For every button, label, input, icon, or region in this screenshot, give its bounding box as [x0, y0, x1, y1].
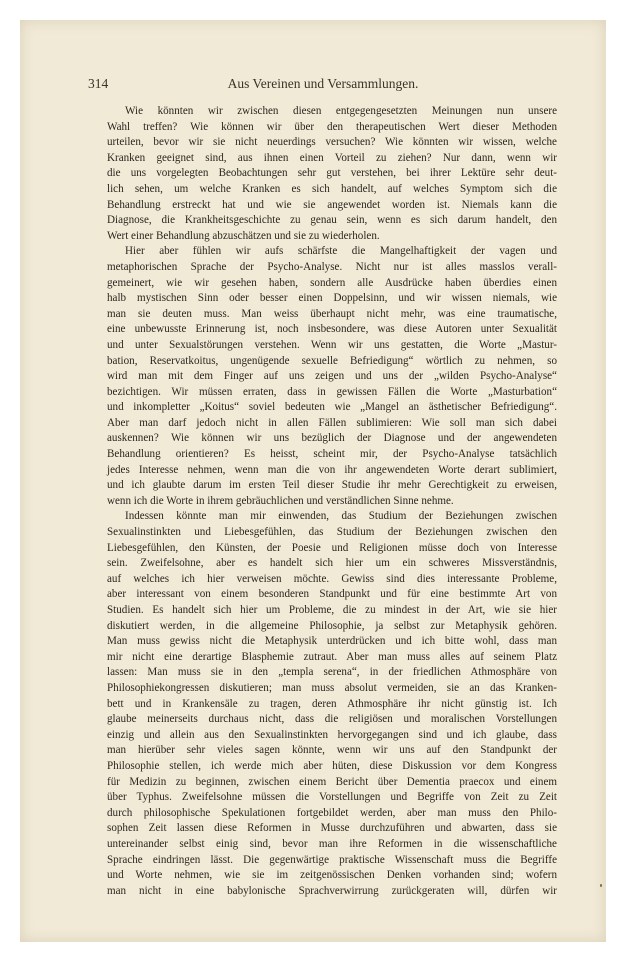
text-line: aber interessant von einem besonderen Standpunkt und für eine bestimmte Art von — [107, 588, 557, 601]
text-line: gemeinert, wie wir gesehen haben, sondern alle Ausdrücke haben überdies einen — [107, 276, 557, 289]
text-line: diskutiert werden, in die allgemeine Philosophie, ja selbst zur Metaphysik gehören. — [107, 619, 557, 632]
text-line: und inkompletter „Koitus“ soviel bedeuten wie „Mangel an ästhetischer Befriedigung“. — [107, 401, 557, 414]
text-line: bett und in Krankensäle zu tragen, deren Athmosphäre ihr nicht günstig ist. Ich — [107, 697, 557, 710]
text-line: jedes Interesse nehmen, wenn man die von ihr angewendeten Worte derart sublimiert, — [107, 463, 557, 476]
text-line: Behandlung orientieren? Es heisst, scheint mir, der Psycho-Analyse tatsächlich — [107, 448, 557, 461]
text-line: und ich glaubte darum im ersten Teil dieser Studie ihr mehr Gerechtigkeit zu erweisen, — [107, 479, 557, 492]
text-line: glaube meinerseits durchaus nicht, dass die religiösen und moralischen Vorstellungen — [107, 713, 557, 726]
text-line: Hier aber fühlen wir aufs schärfste die Mangelhaftigkeit der vagen und — [125, 245, 557, 258]
text-line: wenn ich die Worte in ihrem gebräuchlichen und verständlichen Sinne nehme. — [107, 494, 454, 507]
text-line: bezichtigen. Wir müssen erraten, dass in gewissen Fällen die Worte „Masturbation“ — [107, 385, 557, 398]
text-line: über Typhus. Zweifelsohne müssen die Vorstellungen und Begriffe von Zeit zu Zeit — [107, 791, 557, 804]
text-line: lassen: Man muss sie in den „templa serena“, in der friedlichen Athmosphäre von — [107, 666, 557, 679]
text-line: sein. Zweifelsohne, aber es handelt sich hier um ein schweres Missverständnis, — [107, 557, 557, 570]
text-line: eine unbewusste Erinnerung ist, noch insbesondere, was diese Autoren unter Sexualität — [107, 323, 557, 336]
text-line: metaphorischen Sprache der Psycho-Analyse. Nicht nur ist alles masslos verall- — [107, 260, 557, 273]
text-line: Aber man darf jedoch nicht in allen Fällen sublimieren: Wie soll man sich dabei — [107, 416, 557, 429]
text-line: Philosophie stellen, ich werde mich aber hüten, diese Diskussion vor dem Kongress — [107, 759, 557, 772]
text-line: für Medizin zu beginnen, zwischen einem Bericht über Dementia praecox und einem — [107, 775, 557, 788]
text-line: urteilen, bevor wir sie nicht neuerdings versuchen? Wie könnten wir wissen, welche — [107, 136, 557, 149]
text-line: Indessen könnte man mir einwenden, das Studium der Beziehungen zwischen — [125, 510, 557, 523]
page-header — [88, 76, 558, 94]
text-line: und Worte nehmen, wie sie im zeitgenössischen Denken vorhanden sind; wofern — [107, 869, 557, 882]
text-line: Diagnose, die Krankheitsgeschichte zu genau sein, wenn es sich darum handelt, den — [107, 214, 557, 227]
text-line: einzig und allein aus den Sexualinstinkten hervorgegangen sind und ich glaube, dass — [107, 728, 557, 741]
text-line: auf welches ich hier verweisen möchte. Gewiss sind dies interessante Probleme, — [107, 572, 557, 585]
text-line: Philosophiekongressen diskutieren; man muss absolut vermeiden, sie an das Kranken- — [107, 681, 557, 694]
text-line: Wert einer Behandlung abzuschätzen und sie zu wiederholen. — [107, 229, 380, 242]
text-line: Sprache eindringen lässt. Die gegenwärtige praktische Wissenschaft muss die Begriffe — [107, 853, 557, 866]
text-line: Wie könnten wir zwischen diesen entgegengesetzten Meinungen nun unsere — [125, 105, 557, 117]
body-text — [107, 104, 557, 899]
text-line: man hierüber sehr vieles sagen könnte, wenn wir uns auf den Standpunkt der — [107, 744, 557, 757]
text-line: auskennen? Wie können wir uns bezüglich der Diagnose und der angewendeten — [107, 432, 557, 445]
page-number: 314 — [88, 76, 109, 91]
text-line: man sie deuten muss. Man weiss überhaupt nicht mehr, was eine traumatische, — [107, 307, 557, 320]
text-line: Behandlung erstreckt hat und wie sie angewendet worden ist. Niemals kann die — [107, 198, 557, 211]
text-line: untereinander selbst einig sind, bevor man ihre Reformen in die wissenschaftliche — [107, 837, 557, 850]
text-line: durch philosophische Spekulationen fortgebildet werden, aber man muss den Philo- — [107, 806, 557, 819]
text-line: Kranken geeignet sind, aus ihnen einen Vorteil zu ziehen? Nur dann, wenn wir — [107, 151, 557, 164]
text-line: und unter Sexualstörungen verstehen. Wenn wir uns gestatten, die Worte „Mastur- — [107, 338, 557, 351]
text-line: halb mystischen Sinn oder besser einen Doppelsinn, und wir wissen niemals, wie — [107, 292, 557, 305]
text-line: man nicht in eine babylonische Sprachverwirrung zurückgeraten will, dürfen wir — [107, 884, 557, 897]
text-line: Man muss gewiss nicht die Metaphysik unterdrücken und ich bitte wohl, dass man — [107, 635, 557, 648]
text-line: die uns vorgelegten Beobachtungen sehr gut verstehen, bei ihrer Lektüre sehr deut- — [107, 167, 557, 180]
text-line: bation, Reservatkoitus, ungenügende sexuelle Befriedigung“ wörtlich zu nehmen, so — [107, 354, 557, 367]
text-line: Liebesgefühlen, den Künsten, der Poesie und Religionen müsse doch von Interesse — [107, 541, 557, 554]
text-line: lich sehen, um welche Kranken es sich handelt, auf welches Symptom sich die — [107, 182, 557, 195]
text-line: wird man mit dem Finger auf uns zeigen und uns der „wilden Psycho-Analyse“ — [107, 370, 557, 383]
text-line: Sexualinstinkten und Liebesgefühlen, das Studium der Beziehungen zwischen den — [107, 526, 557, 539]
text-line: Studien. Es handelt sich hier um Probleme, die zu mindest in der Art, wie sie hier — [107, 604, 557, 616]
text-line: Wahl treffen? Wie können wir über den therapeutischen Wert dieser Methoden — [107, 120, 557, 133]
text-line: mir nicht eine derartige Blasphemie zutraut. Aber man muss alles auf seinem Platz — [107, 650, 557, 663]
paper-speck — [600, 884, 602, 887]
running-head: Aus Vereinen und Versammlungen. — [227, 76, 419, 91]
text-line: sophen Zeit lassen diese Reformen in Musse durchzuführen und abwarten, dass sie — [107, 822, 557, 835]
